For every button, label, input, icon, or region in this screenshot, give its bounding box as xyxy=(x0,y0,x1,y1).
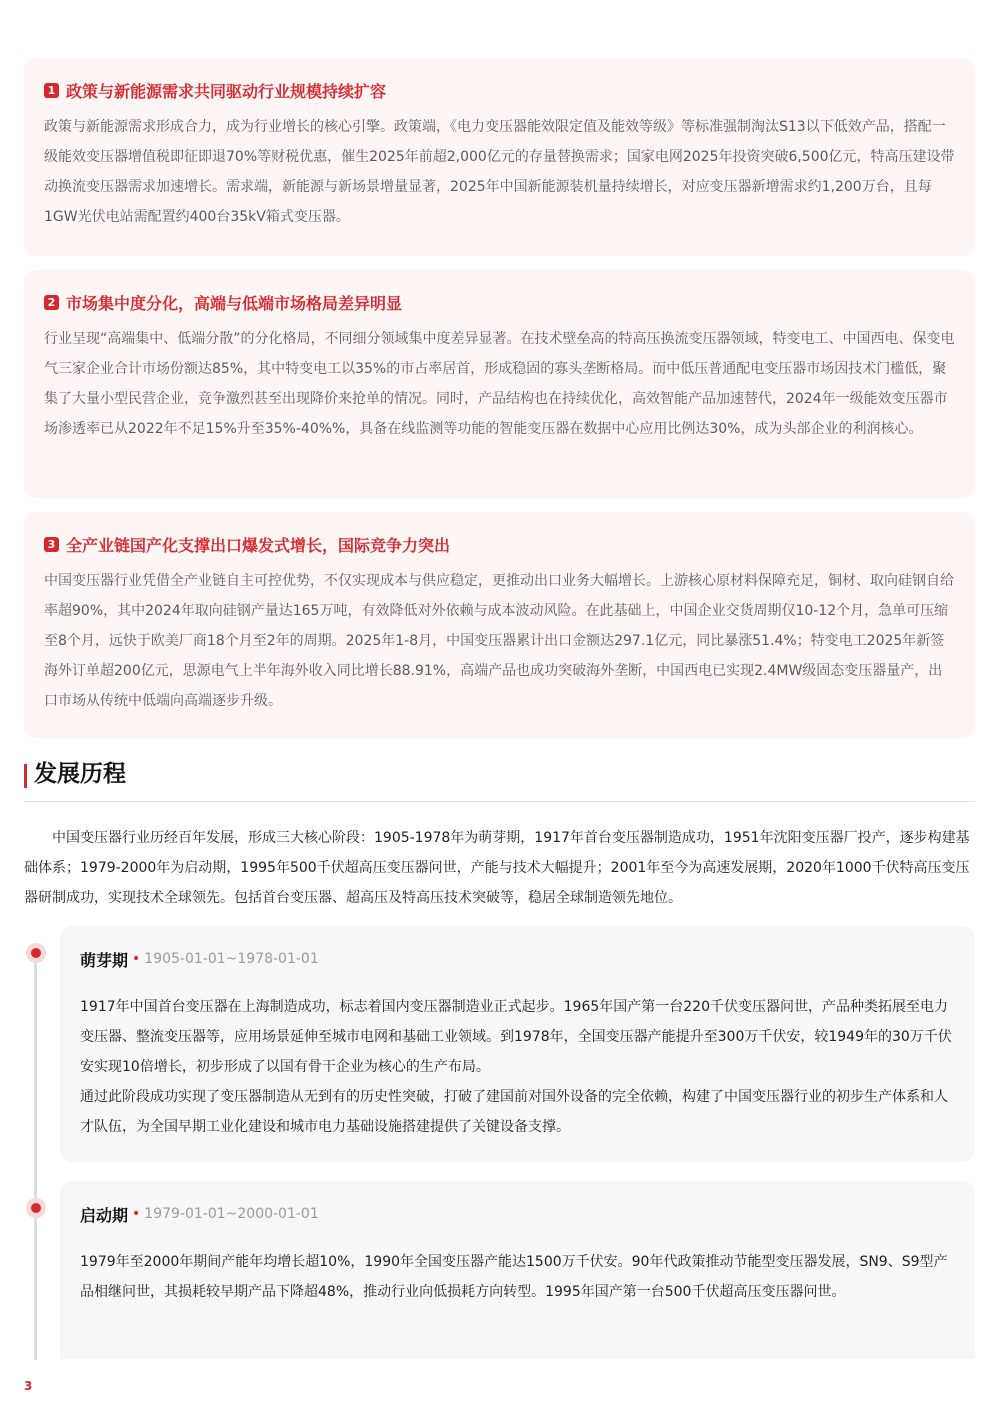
number-badge: 3 xyxy=(44,537,59,552)
stage-name: 萌芽期 xyxy=(80,950,129,970)
card-body: 行业呈现“高端集中、低端分散”的分化格局，不同细分领域集中度差异显著。在技术壁垒高的特高压换流变压器领域，特变电工、中国西电、保变电气三家企业合计市场份额达85%，其中特变电工以35%的市占率居首，形成稳固的寡头垄断格局。而中低压普通配电变压器市场因技术门槛低，聚集了大量小型民营企业，竞争激烈甚至出现降价来抢单的情况。同时，产品结构也在持续优化，高效智能产品加速替代，2024年一级能效变压器市场渗透率已从2022年不足15%升至35%-40%%，具备在线监测等功能的智能变压器在数据中心应用比例达30%，成为头部企业的利润核心。 xyxy=(44,331,955,437)
stage-paragraph: 1917年中国首台变压器在上海制造成功，标志着国内变压器制造业正式起步。1965年国产第一台220千伏变压器问世，产品种类拓展至电力变压器、整流变压器等，应用场景延伸至城市电网和基础工业领域。到1978年，全国变压器产能提升至300万千伏安，较1949年的30万千伏安实现10倍增长，初步形成了以国有骨干企业为核心的生产布局。 xyxy=(80,999,952,1075)
stage-paragraph: 1979年至2000年期间产能年均增长超10%，1990年全国变压器产能达1500万千伏安。90年代政策推动节能型变压器发展，SN9、S9型产品相继问世，其损耗较早期产品下降超48%，推动行业向低损耗方向转型。1995年国产第一台500千伏超高压变压器问世。 xyxy=(80,1254,948,1300)
timeline-dot-icon xyxy=(26,943,46,963)
section-intro: 中国变压器行业历经百年发展，形成三大核心阶段：1905-1978年为萌芽期，1917年首台变压器制造成功，1951年沈阳变压器厂投产，逐步构建基础体系；1979-2000年为启动期，1995年500千伏超高压变压器问世，产能与技术大幅提升；2001年至今为高速发展期，2020年1000千伏特高压变压器研制成功，实现技术全球领先。包括首台变压器、超高压及特高压技术突破等，稳居全球制造领先地位。 xyxy=(24,830,970,906)
highlight-card-1 xyxy=(24,58,975,256)
stage-paragraph: 通过此阶段成功实现了变压器制造从无到有的历史性突破，打破了建国前对国外设备的完全依赖，构建了中国变压器行业的初步生产体系和人才队伍，为全国早期工业化建设和城市电力基础设施搭建提供了关键设备支撑。 xyxy=(80,1089,948,1135)
card-title-row xyxy=(44,78,955,102)
card-title-row xyxy=(44,290,955,314)
highlight-card-3 xyxy=(24,512,975,738)
stage-separator: • xyxy=(132,951,141,967)
timeline-stage-2 xyxy=(60,1181,975,1359)
stage-body xyxy=(80,992,955,1142)
stage-separator: • xyxy=(132,1206,141,1222)
stage-date-range: 1905-01-01~1978-01-01 xyxy=(144,951,319,967)
highlight-card-2 xyxy=(24,270,975,498)
stage-date-range: 1979-01-01~2000-01-01 xyxy=(144,1206,319,1222)
section-title: 发展历程 xyxy=(34,761,126,787)
number-badge: 2 xyxy=(44,295,59,310)
section-header xyxy=(24,758,975,802)
card-title: 政策与新能源需求共同驱动行业规模持续扩容 xyxy=(66,81,387,101)
stage-header xyxy=(80,1199,955,1229)
stage-name: 启动期 xyxy=(80,1205,129,1225)
card-body: 政策与新能源需求形成合力，成为行业增长的核心引擎。政策端，《电力变压器能效限定值及能效等级》等标准强制淘汰S13以下低效产品，搭配一级能效变压器增值税即征即退70%等财税优惠，催生2025年前超2,000亿元的存量替换需求；国家电网2025年投资突破6,500亿元，特高压建设带动换流变压器需求加速增长。需求端，新能源与新场景增量显著，2025年中国新能源装机量持续增长，对应变压器新增需求约1,200万台，且每1GW光伏电站需配置约400台35kV箱式变压器。 xyxy=(44,119,955,225)
timeline-dot-icon xyxy=(26,1198,46,1218)
stage-header xyxy=(80,944,955,974)
card-title-row xyxy=(44,532,955,556)
card-title: 全产业链国产化支撑出口爆发式增长，国际竞争力突出 xyxy=(66,535,451,555)
stage-body xyxy=(80,1247,955,1307)
page-number: 3 xyxy=(24,1379,33,1393)
section-accent-bar xyxy=(24,764,27,788)
card-body: 中国变压器行业凭借全产业链自主可控优势，不仅实现成本与供应稳定，更推动出口业务大幅增长。上游核心原材料保障充足，铜材、取向硅钢自给率超90%，其中2024年取向硅钢产量达165万吨，有效降低对外依赖与成本波动风险。在此基础上，中国企业交货周期仅10-12个月，急单可压缩至8个月，远快于欧美厂商18个月至2年的周期。2025年1-8月，中国变压器累计出口金额达297.1亿元，同比暴涨51.4%；特变电工2025年新签海外订单超200亿元，思源电气上半年海外收入同比增长88.91%，高端产品也成功突破海外垄断，中国西电已实现2.4MW级固态变压器量产，出口市场从传统中低端向高端逐步升级。 xyxy=(44,573,954,709)
timeline-line xyxy=(34,950,37,1360)
number-badge: 1 xyxy=(44,83,59,98)
timeline-stage-1 xyxy=(60,926,975,1162)
card-title: 市场集中度分化，高端与低端市场格局差异明显 xyxy=(66,293,403,313)
